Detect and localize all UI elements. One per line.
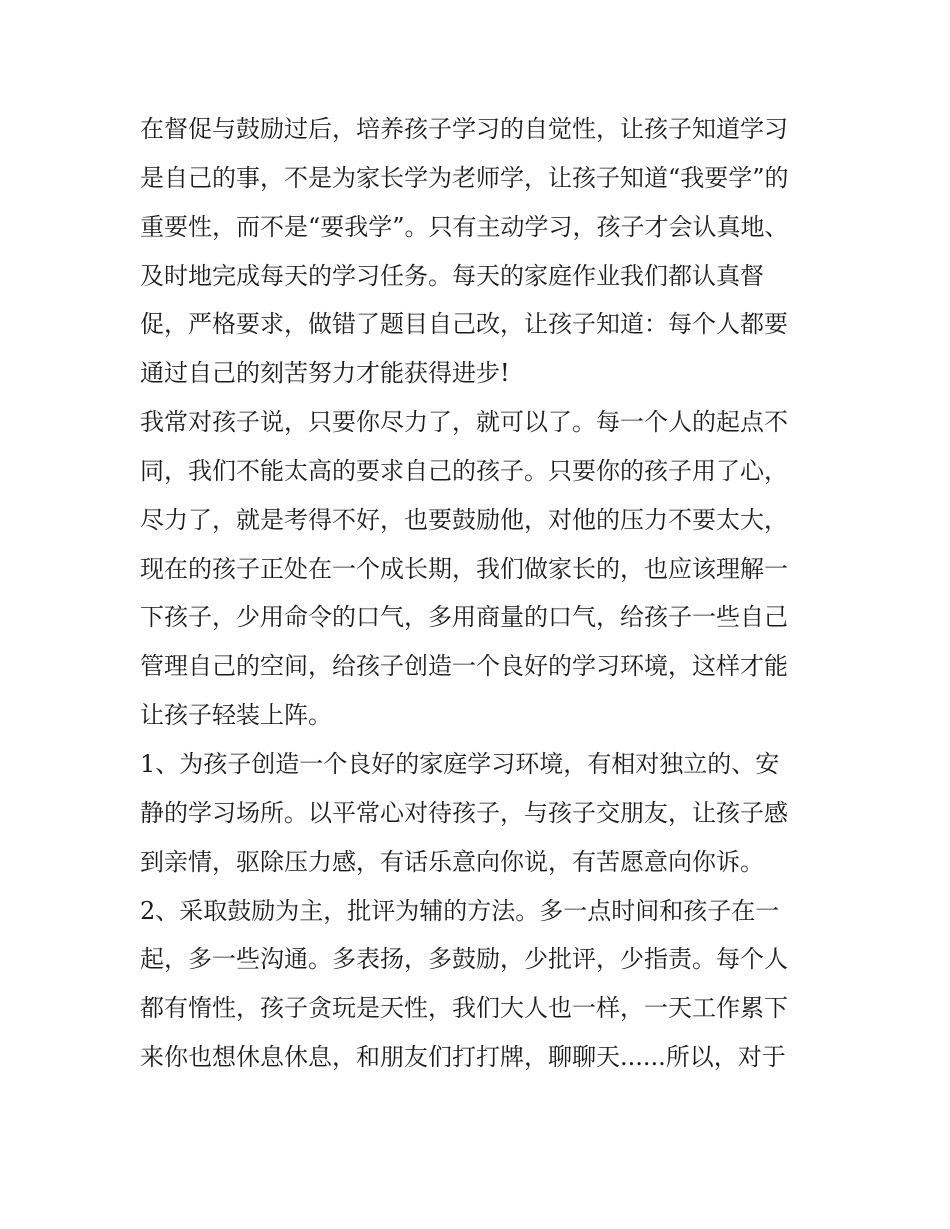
text-line: 都有惰性，孩子贪玩是天性，我们大人也一样，一天工作累下 <box>140 994 788 1023</box>
text-line: 同，我们不能太高的要求自己的孩子。只要你的孩子用了心， <box>140 456 788 485</box>
text-line: 在督促与鼓励过后，培养孩子学习的自觉性，让孩子知道学习 <box>140 115 788 143</box>
text-line: 及时地完成每天的学习任务。每天的家庭作业我们都认真督 <box>140 261 764 290</box>
text-line: 起，多一些沟通。多表扬，多鼓励，少批评，少指责。每个人 <box>140 945 788 974</box>
text-line: 是自己的事，不是为家长学为老师学，让孩子知道“我要学”的 <box>140 163 789 192</box>
text-line: 让孩子轻装上阵。 <box>140 701 332 730</box>
text-line: 下孩子，少用命令的口气，多用商量的口气，给孩子一些自己 <box>140 603 788 632</box>
text-line: 2、采取鼓励为主，批评为辅的方法。多一点时间和孩子在一 <box>140 896 780 925</box>
text-line: 促，严格要求，做错了题目自己改，让孩子知道：每个人都要 <box>140 310 788 339</box>
text-line: 管理自己的空间，给孩子创造一个良好的学习环境，这样才能 <box>140 652 788 681</box>
body-text <box>140 105 820 1082</box>
text-line: 现在的孩子正处在一个成长期，我们做家长的，也应该理解一 <box>140 554 788 583</box>
text-line: 我常对孩子说，只要你尽力了，就可以了。每一个人的起点不 <box>140 408 788 437</box>
text-line: 1、为孩子创造一个良好的家庭学习环境，有相对独立的、安 <box>140 749 780 778</box>
text-line: 静的学习场所。以平常心对待孩子，与孩子交朋友，让孩子感 <box>140 798 788 827</box>
text-line: 到亲情，驱除压力感，有话乐意向你说，有苦愿意向你诉。 <box>140 847 764 876</box>
text-line: 尽力了，就是考得不好，也要鼓励他，对他的压力不要太大， <box>140 505 788 534</box>
text-line: 来你也想休息休息，和朋友们打打牌，聊聊天......所以，对于 <box>140 1043 786 1072</box>
text-line: 通过自己的刻苦努力才能获得进步! <box>140 359 510 388</box>
text-line: 重要性，而不是“要我学”。只有主动学习，孩子才会认真地、 <box>140 212 789 241</box>
